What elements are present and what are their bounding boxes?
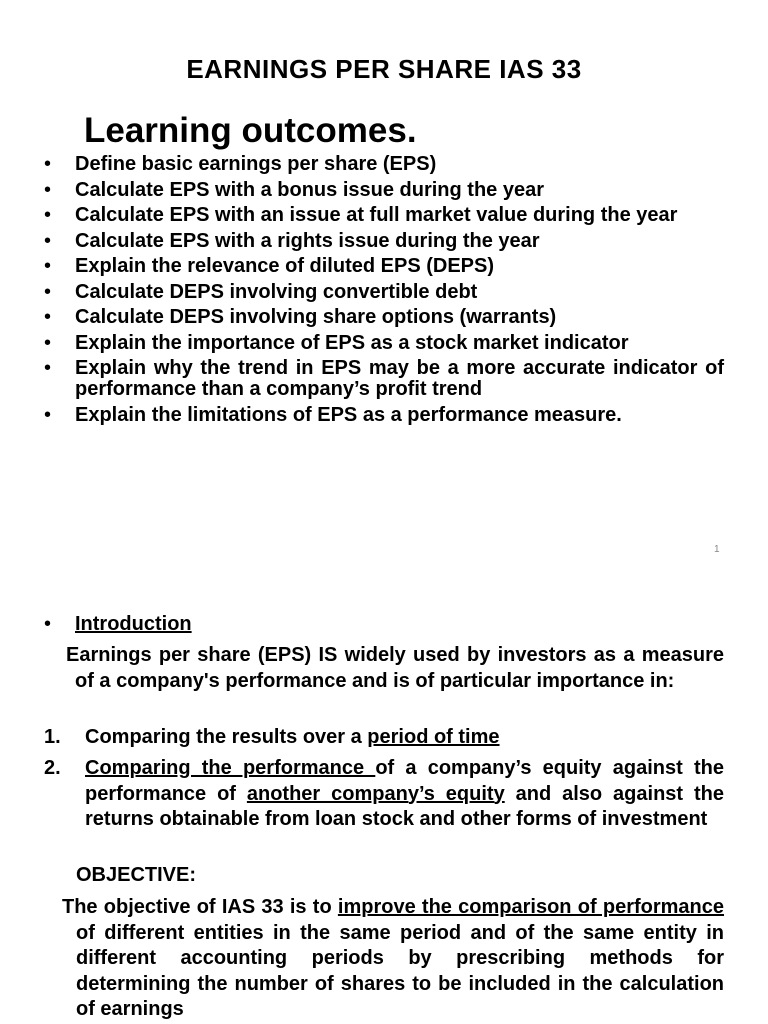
- bullet-icon: •: [44, 280, 52, 303]
- list-item: • Calculate EPS with an issue at full market value during the year: [44, 204, 678, 226]
- objective-label: OBJECTIVE:: [76, 864, 197, 886]
- learning-outcomes-list: [44, 154, 724, 430]
- bullet-icon: •: [44, 204, 52, 226]
- bullet-icon: •: [44, 255, 52, 277]
- introduction-text: Earnings per share (EPS) IS widely used by investors as a measure of a company's performance and is of particular importance in:: [66, 644, 724, 692]
- bullet-icon: •: [44, 331, 52, 354]
- bullet-icon: •: [44, 357, 52, 379]
- bullet-icon: •: [44, 403, 52, 426]
- list-item: • Explain the limitations of EPS as a performance measure.: [44, 403, 622, 426]
- bullet-icon: •: [44, 306, 52, 328]
- introduction-heading: • Introduction: [44, 613, 192, 635]
- bullet-icon: •: [44, 153, 52, 175]
- item-1-text: Comparing the results over a period of time: [85, 726, 500, 748]
- list-item: • Explain the importance of EPS as a stock market indicator: [44, 331, 629, 354]
- slide-title: EARNINGS PER SHARE IAS 33: [186, 54, 582, 84]
- learning-outcomes-heading: Learning outcomes.: [84, 111, 417, 150]
- list-item: • Calculate EPS with a rights issue during the year: [44, 229, 540, 252]
- item-1-number: 1.: [44, 726, 61, 748]
- item-2-number: 2.: [44, 757, 61, 779]
- bullet-icon: •: [44, 178, 52, 201]
- list-item: • Calculate DEPS involving convertible debt: [44, 280, 478, 303]
- bullet-icon: •: [44, 229, 52, 252]
- list-item: • Calculate DEPS involving share options (warrants): [44, 306, 557, 328]
- list-item: • Define basic earnings per share (EPS): [44, 153, 437, 175]
- list-item: • Explain why the trend in EPS may be a more accurate indicator of performance than a company’s profit trend: [44, 357, 724, 400]
- page-number: 1: [714, 544, 720, 555]
- bullet-icon: •: [44, 613, 52, 635]
- item-2-text: Comparing the performance of a company’s equity against the performance of another company’s equity and also against the returns obtainable from loan stock and other forms of investment: [85, 757, 724, 830]
- list-item: • Explain the relevance of diluted EPS (DEPS): [44, 255, 494, 277]
- list-item: • Calculate EPS with a bonus issue during the year: [44, 178, 545, 201]
- objective-text: The objective of IAS 33 is to improve the comparison of performance of different entities in the same period and of the same entity in different accounting periods by prescribing methods for determining the number of shares to be included in the calculation of earnings: [62, 896, 725, 1020]
